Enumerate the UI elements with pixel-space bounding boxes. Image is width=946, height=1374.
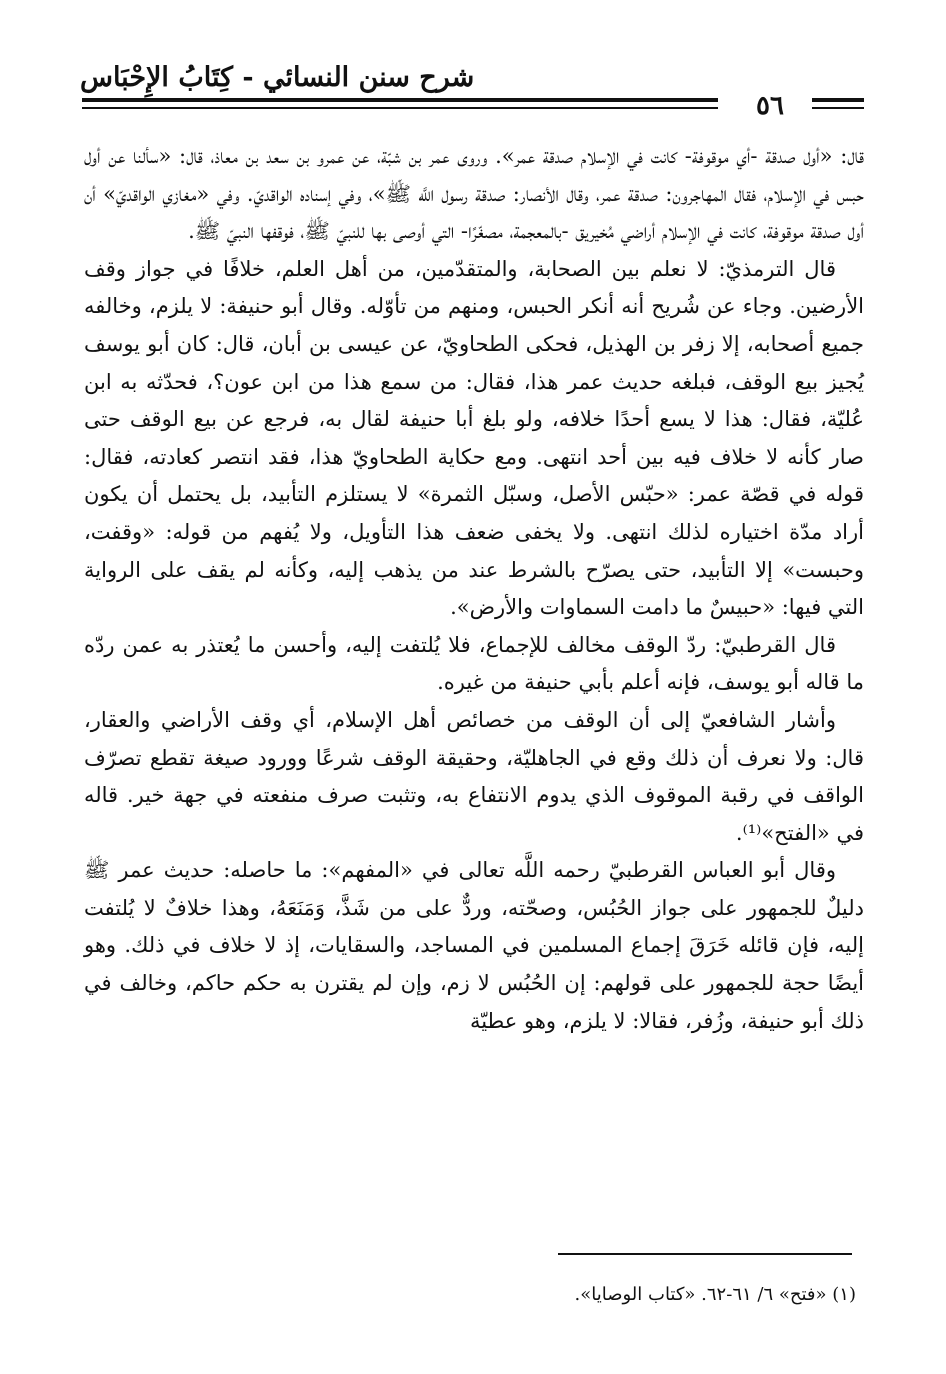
text-line: وأشار الشافعيّ إلى أن الوقف من خصائص أهل الإسلام، أي وقف الأراضي <box>160 707 836 732</box>
body-text <box>84 138 864 1040</box>
text-line: خلاف في ذلك. وهو أيضًا حجة للجمهور على قولهم: إن الحُبُس لا زم، وإن لم <box>84 933 864 996</box>
text-line: مُخيريق -بالمعجمة، مصغّرًا- التي أوصى بها للنبيّ ﷺ، فوقفها النبيّ ﷺ. <box>188 219 614 244</box>
text-line: يقترن به حكم حاكم، وخالف في ذلك أبو حنيفة، وزُفر، فقالا: لا يلزم، وهو عطيّة <box>84 971 864 1033</box>
text-line: حكاية الطحاويّ هذا، فقد انتصر كعادته، فقال: قوله في قصّة عمر: «حبّس الأصل، <box>84 444 864 507</box>
text-line: عن عمرو بن سعد بن معاذ، قال: «سألنا عن أول حبس في الإسلام، فقال <box>84 144 864 206</box>
paragraph <box>84 138 864 251</box>
footnote-separator <box>558 1253 852 1255</box>
paragraph <box>84 251 864 627</box>
text-line: تقطع تصرّف الواقف في رقبة الموقوف الذي يدوم الانتفاع به، وتثبت صرف منفعته في <box>84 745 864 808</box>
paragraph <box>84 627 864 702</box>
page-number: ٥٦ <box>756 91 784 121</box>
text-line: أبان، قال: كان أبو يوسف يُجيز بيع الوقف، فبلغه حديث عمر هذا، فقال: من سمع <box>84 331 864 394</box>
text-line: هذا من ابن عون؟، فحدّثه به ابن عُليّة، فقال: هذا لا يسع أحدًا خلافه، ولو بلغ أبا <box>84 369 864 432</box>
text-line: الواقديّ. وفي «مغازي الواقديّ» أن أول صدقة موقوفة، كانت في الإسلام أراضي <box>84 181 864 244</box>
text-line: ﷺ دليلٌ للجمهور على جواز الحُبُس، وصحّته، وردٌّ على من شَذَّ، وَمَنَعَهُ، وهذا <box>84 858 864 920</box>
header-rule-thin <box>82 107 718 109</box>
text-line: خلافٌ لا يُلتفت إليه، فإن قائله خَرَقَ إجماع المسلمين في المساجد، والسقايات، إذ لا <box>84 895 864 958</box>
text-line: لا يلزم، وخالفه جميع أصحابه، إلا زفر بن الهذيل، فحكى الطحاويّ، عن عيسى بن <box>84 294 864 356</box>
page-number-rule-thick <box>812 98 864 102</box>
text-line: قال: «أول صدقة -أي موقوفة- كانت في الإسلام صدقة عمر». وروى عمر بن شبّة، <box>376 144 864 168</box>
paragraph <box>84 702 864 852</box>
text-line: يخفى ضعف هذا التأويل، ولا يُفهم من قوله: «وقفت، وحبست» إلا التأبيد، حتى <box>84 519 864 582</box>
text-line: جهة خير. قاله في «الفتح»⁽¹⁾. <box>84 783 864 845</box>
text-line: حنيفة لقال به، فرجع عن بيع الوقف حتى صار كأنه لا خلاف فيه بين أحد انتهى. ومع <box>84 407 864 469</box>
text-line: وسبّل الثمرة» لا يستلزم التأبيد، بل يحتمل أن يكون أراد مدّة اختياره لذلك انتهى. ولا <box>84 482 864 544</box>
text-line: يصرّح بالشرط عند من يذهب إليه، وكأنه لم يقف على الرواية التي فيها: «حبيسٌ ما <box>84 557 864 620</box>
text-line: دامت السماوات والأرض». <box>450 595 679 620</box>
text-line: المهاجرون: صدقة عمر، وقال الأنصار: صدقة رسول اللَّه ﷺ»، وفي إسناده <box>299 181 727 206</box>
page-number-rule-thin <box>812 107 864 109</box>
running-header-title: شرح سنن النسائي - كِتَابُ الإِحْبَاس <box>80 62 475 93</box>
text-line: قال القرطبيّ: ردّ الوقف مخالف للإجماع، فلا يُلتفت إليه، وأحسن ما يُعتذر به عمن <box>122 632 836 657</box>
text-line: وقال أبو العباس القرطبيّ رحمه اللَّه تعالى في «المفهم»: ما حاصله: حديث عمر <box>118 858 836 883</box>
text-line: والعقار، قال: ولا نعرف أن ذلك وقع في الجاهليّة، وحقيقة الوقف شرعًا وورود صيغة <box>84 707 864 770</box>
paragraph <box>84 852 864 1040</box>
text-line: ردّه ما قاله أبو يوسف، فإنه أعلم بأبي حنيفة من غيره. <box>84 632 864 695</box>
text-line: قال الترمذيّ: لا نعلم بين الصحابة، والمتقدّمين، من أهل العلم، خلافًا في جواز <box>135 256 836 281</box>
text-line: وقف الأرضين. وجاء عن شُريح أنه أنكر الحبس، ومنهم من تأوّله. وقال أبو حنيفة: <box>84 256 865 319</box>
footnote: (١) «فتح» ٦/ ٦١-٦٢. «كتاب الوصايا». <box>574 1284 856 1305</box>
header-rule-thick <box>82 98 718 102</box>
